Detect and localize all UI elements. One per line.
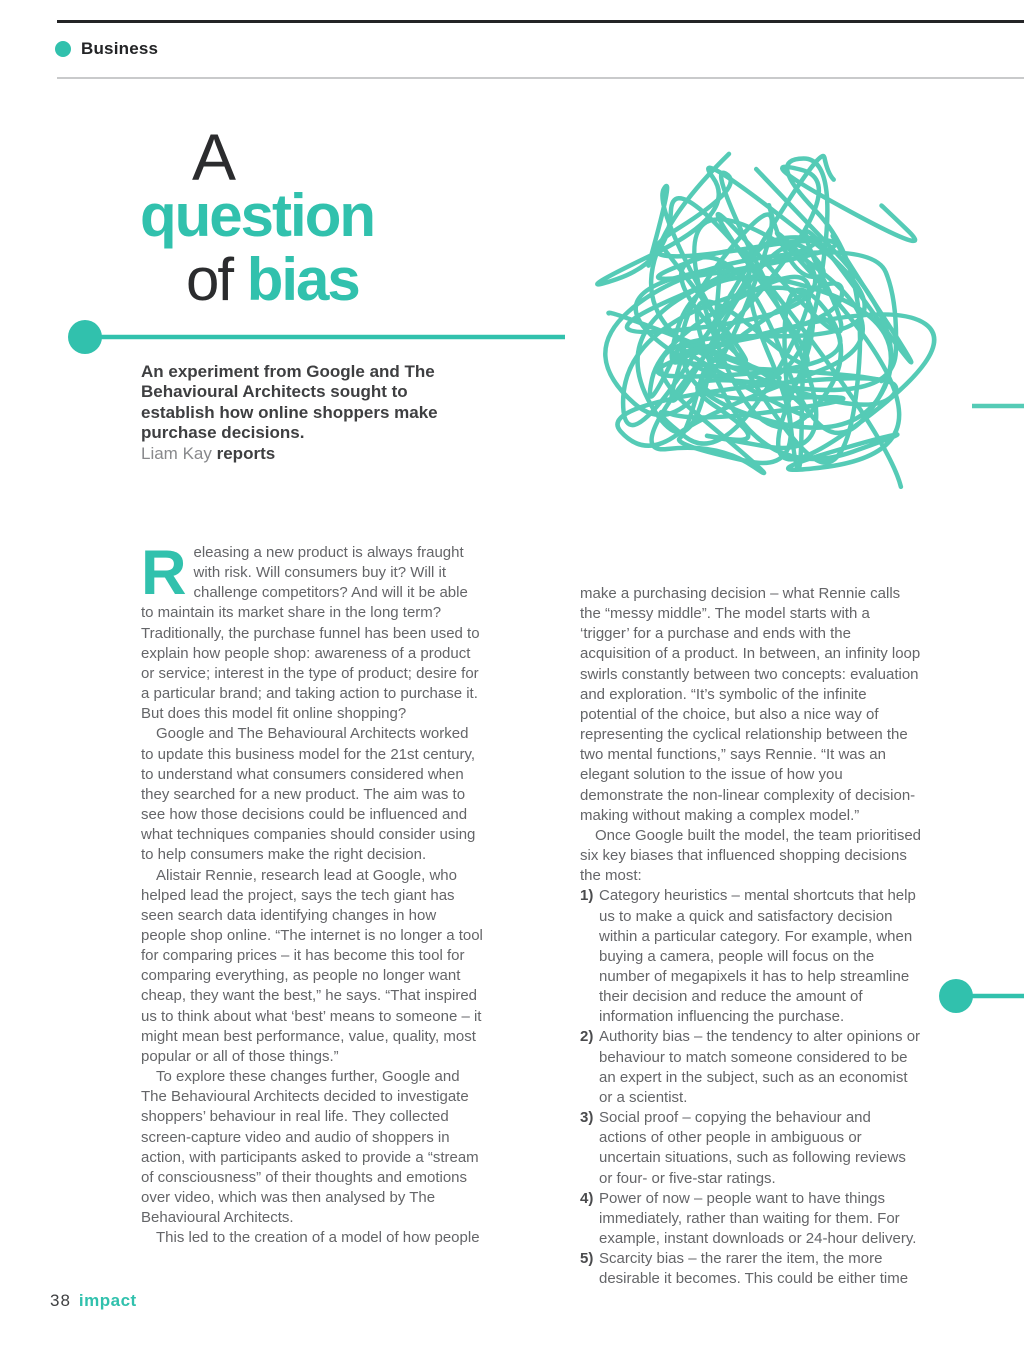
title-line-2: question [140,182,374,249]
title-line-3 [140,246,374,314]
header-divider-rule [57,77,1024,79]
title-word-of: of [186,246,233,313]
list-item-text: Social proof – copying the behaviour and actions of other people in ambiguous or uncertain situations, such as following reviews or four- or five-star ratings. [599,1109,906,1187]
list-item-number: 5) [580,1250,594,1268]
drop-cap: R [141,538,185,608]
list-item [580,1108,922,1189]
standfirst [141,362,449,464]
paragraph: To explore these changes further, Google and The Behavioural Architects decided to investigate shoppers’ behaviour in real life. They collected screen-capture video and audio of shoppers in action, with participants asked to provide a “stream of consciousness” of their thoughts and emotions over video, which was then analysed by The Behavioural Architects. [141,1068,479,1227]
list-item-text: Power of now – people want to have things immediately, rather than waiting for them. For example, instant downloads or 24-hour delivery. [599,1189,917,1247]
list-item [580,1189,922,1249]
standfirst-text: An experiment from Google and The Behavioural Architects sought to establish how online shoppers make purchase decisions. [141,362,438,443]
magazine-logo: impact [78,1291,137,1310]
list-item [580,886,922,1027]
paragraph: This led to the creation of a model of how people [156,1229,480,1247]
paragraph-text: eleasing a new product is always fraught with risk. Will consumers buy it? Will it challenge competitors? And will it be able to maintain its market share in the long term? Traditionally, the purchase funnel has been used to explain how people shop: awareness of a product or service; interest in the type of product; desire for a particular brand; and taking action to purchase it. But does this model fit online shopping? [141,544,480,723]
paragraph: Once Google built the model, the team prioritised six key biases that influenced shopping decisions the most: [580,826,922,885]
bias-list [580,886,922,1289]
top-rule [57,20,1024,23]
body-column-right [580,584,922,1289]
list-item-number: 3) [580,1109,594,1127]
list-item-number: 1) [580,887,594,905]
byline-author: Liam Kay [141,443,212,463]
page-footer [50,1291,137,1311]
list-item-text: Scarcity bias – the rarer the item, the more desirable it becomes. This could be either time [599,1250,909,1288]
list-item-number: 4) [580,1189,594,1207]
title-word-bias: bias [246,246,359,313]
paragraph: Google and The Behavioural Architects worked to update this business model for the 21st century, to understand what consumers considered when they searched for a new product. The aim was to see how those decisions could be influenced and what techniques companies should consider using to help consumers make the right decision. [141,725,476,864]
paragraph [141,538,483,724]
article-title [140,120,374,314]
body-column-left [141,538,483,1248]
title-line-1: A [192,120,236,194]
list-item [580,1027,922,1108]
section-header [55,39,158,59]
page-number: 38 [50,1291,71,1310]
paragraph: make a purchasing decision – what Rennie calls the “messy middle”. The model starts with a ‘trigger’ for a purchase and ends with the acquisition of a product. In between, an infinity loop swirls constantly between two concepts: evaluation and exploration. “It’s symbolic of the infinite potential of the choice, but also a nice way of representing the cyclical relationship between the two mental functions,” says Rennie. “It was an elegant solution to the issue of how you demonstrate the non-linear complexity of decision-making without making a complex model.” [580,585,921,824]
paragraph: Alistair Rennie, research lead at Google, who helped lead the project, says the tech giant has seen search data identifying changes in how people shop online. “The internet is no longer a tool for comparing prices – it has become this tool for comparing everything, as people no longer want cheap, they want the best,” he says. “That inspired us to think about what ‘best’ means to someone – it might mean best performance, value, quality, most popular or all of those things.” [141,866,483,1065]
byline-verb: reports [216,443,276,463]
list-item [580,1249,922,1289]
list-item-number: 2) [580,1028,594,1046]
list-item-text: Category heuristics – mental shortcuts that help us to make a quick and satisfactory decision within a particular category. For example, when buying a camera, people will focus on the number of megapixels it has to help streamline their decision and reduce the amount of information influencing the purchase. [599,887,916,1026]
section-bullet-icon [55,41,71,57]
list-item-text: Authority bias – the tendency to alter opinions or behaviour to match someone considered to be an expert in the subject, such as an economist or a scientist. [599,1028,921,1106]
section-label: Business [81,39,159,58]
